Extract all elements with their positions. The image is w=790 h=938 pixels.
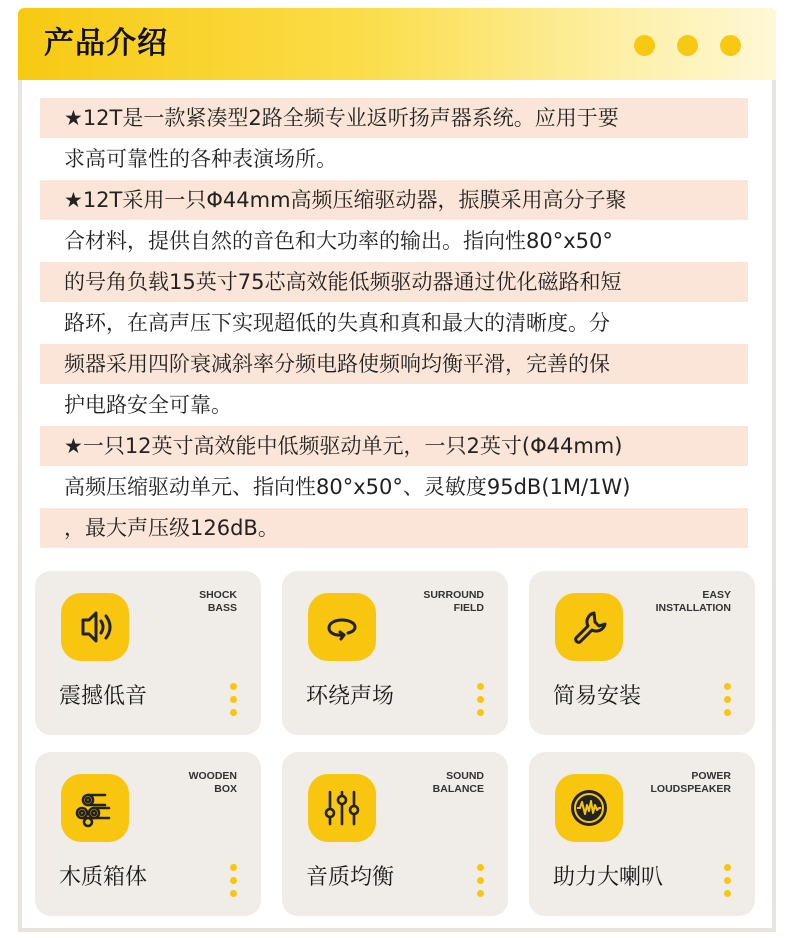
header-dot-2 — [677, 35, 698, 56]
description-line: ★12T是一款紧凑型2路全频专业返听扬声器系统。应用于要 — [40, 98, 748, 138]
description-line: ，最大声压级126dB。 — [40, 508, 748, 548]
description-line: 频器采用四阶衰减斜率分频电路使频响均衡平滑，完善的保 — [40, 344, 748, 384]
description-line: 合材料，提供自然的音色和大功率的输出。指向性80°x50° — [64, 229, 613, 253]
feature-card-sound-balance — [282, 752, 508, 916]
more-dots-icon[interactable] — [230, 864, 238, 898]
feature-cn-label: 简易安装 — [553, 684, 642, 709]
feature-card-surround-field — [282, 571, 508, 735]
description-line: 护电路安全可靠。 — [64, 393, 232, 417]
description-line: ★12T采用一只Φ44mm高频压缩驱动器，振膜采用高分子聚 — [40, 180, 748, 220]
more-dots-icon[interactable] — [477, 683, 485, 717]
feature-en-label: WOODEN BOX — [188, 770, 237, 795]
header-bar — [18, 8, 776, 80]
description-line: 高频压缩驱动单元、指向性80°x50°、灵敏度95dB(1M/1W) — [64, 475, 631, 499]
feature-en-label: SOUND BALANCE — [432, 770, 484, 795]
header-dot-1 — [634, 35, 655, 56]
more-dots-icon[interactable] — [230, 683, 238, 717]
feature-cn-label: 助力大喇叭 — [553, 865, 664, 890]
section-title: 产品介绍 — [44, 26, 168, 61]
description-line: 的号角负载15英寸75芯高效能低频驱动器通过优化磁路和短 — [40, 262, 748, 302]
feature-card-wooden-box — [35, 752, 261, 916]
product-description — [40, 98, 748, 549]
more-dots-icon[interactable] — [724, 683, 732, 717]
header-dot-3 — [720, 35, 741, 56]
feature-card-shock-bass — [35, 571, 261, 735]
description-line: 求高可靠性的各种表演场所。 — [64, 147, 337, 171]
feature-cn-label: 环绕声场 — [306, 684, 395, 709]
description-line: 路环，在高声压下实现超低的失真和真和最大的清晰度。分 — [64, 311, 610, 335]
more-dots-icon[interactable] — [477, 864, 485, 898]
feature-card-easy-installation — [529, 571, 755, 735]
feature-en-label: POWER LOUDSPEAKER — [650, 770, 731, 795]
feature-card-power-loudspeaker — [529, 752, 755, 916]
feature-cn-label: 木质箱体 — [59, 865, 148, 890]
description-line: ★一只12英寸高效能中低频驱动单元，一只2英寸(Φ44mm) — [40, 426, 748, 466]
more-dots-icon[interactable] — [724, 864, 732, 898]
feature-en-label: SHOCK BASS — [199, 589, 237, 614]
feature-cn-label: 音质均衡 — [306, 865, 395, 890]
feature-en-label: SURROUND FIELD — [423, 589, 484, 614]
feature-cn-label: 震撼低音 — [59, 684, 148, 709]
feature-en-label: EASY INSTALLATION — [655, 589, 731, 614]
